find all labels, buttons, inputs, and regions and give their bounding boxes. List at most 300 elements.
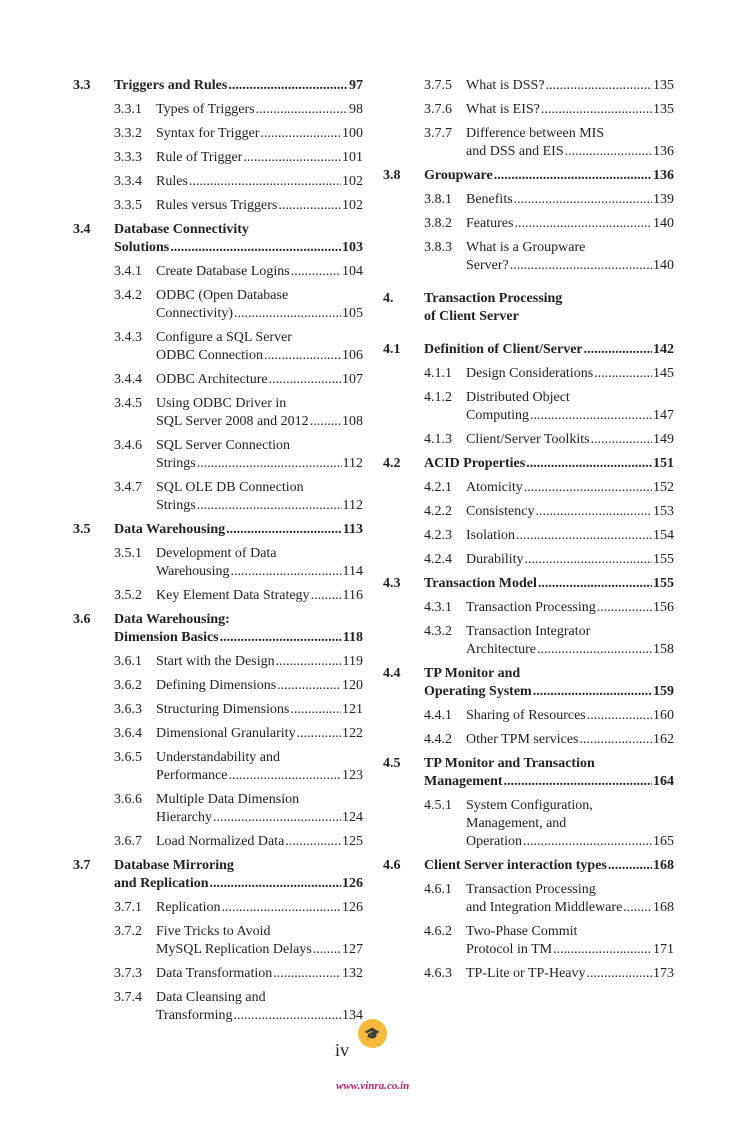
toc-title-text: Transforming (156, 1008, 233, 1023)
toc-page-number: 152 (653, 480, 674, 495)
toc-title-line (466, 731, 674, 749)
dot-leader (313, 941, 341, 959)
toc-entry-number: 3.7.2 (114, 924, 142, 939)
toc-title-text: Server? (466, 258, 509, 273)
toc-entry[interactable] (73, 371, 363, 389)
toc-page-number: 113 (342, 522, 363, 537)
toc-entry-title (466, 77, 674, 95)
toc-title-text: Features (466, 216, 514, 231)
toc-entry-number: 3.3.3 (114, 150, 142, 165)
toc-title-text: Data Warehousing: (114, 612, 230, 627)
toc-entry[interactable] (73, 263, 363, 281)
toc-title-text: and Integration Middleware (466, 900, 623, 915)
toc-entry[interactable] (383, 125, 674, 161)
toc-page-number: 168 (653, 858, 674, 873)
toc-title-text: What is a Groupware (466, 240, 586, 255)
toc-title-text: Development of Data (156, 546, 277, 561)
toc-entry[interactable] (383, 479, 674, 497)
toc-entry-number: 3.4.4 (114, 372, 142, 387)
toc-entry[interactable] (383, 797, 674, 851)
toc-page-number: 127 (342, 942, 363, 957)
toc-title-line (466, 551, 674, 569)
toc-entry-number: 3.6.7 (114, 834, 142, 849)
toc-title-line (466, 941, 674, 959)
toc-entry[interactable] (383, 365, 674, 383)
toc-entry[interactable] (73, 329, 363, 365)
toc-entry[interactable] (73, 857, 363, 893)
toc-page-number: 101 (342, 150, 363, 165)
dot-leader (591, 431, 652, 449)
toc-entry-number: 3.8.2 (424, 216, 452, 231)
toc-entry-number: 4.5.1 (424, 798, 452, 813)
toc-entry-title (156, 677, 363, 695)
toc-entry[interactable] (73, 197, 363, 215)
toc-title-line (156, 809, 363, 827)
toc-entry-title (424, 290, 674, 326)
toc-page-number: 145 (653, 366, 674, 381)
toc-title-line (466, 125, 674, 143)
toc-entry[interactable] (73, 701, 363, 719)
toc-entry[interactable] (73, 791, 363, 827)
dot-leader (597, 599, 652, 617)
toc-title-line (156, 1007, 363, 1025)
toc-entry[interactable] (73, 923, 363, 959)
toc-entry-number: 3.6 (73, 612, 91, 627)
toc-title-line (156, 149, 363, 167)
toc-title-text: Create Database Logins (156, 264, 290, 279)
dot-leader (291, 263, 341, 281)
toc-entry-number: 4.3.2 (424, 624, 452, 639)
dot-leader (210, 875, 341, 893)
toc-page-number: 100 (342, 126, 363, 141)
dot-leader (525, 551, 652, 569)
toc-entry[interactable] (383, 923, 674, 959)
toc-entry-number: 3.7.6 (424, 102, 452, 117)
toc-title-line (156, 965, 363, 983)
toc-title-text: What is DSS? (466, 78, 545, 93)
dot-leader (608, 857, 652, 875)
toc-title-line (114, 857, 363, 875)
toc-title-line (156, 329, 363, 347)
toc-title-line (156, 479, 363, 497)
publisher-url[interactable]: www.vinra.co.in (336, 1080, 410, 1092)
toc-title-text: Operation (466, 834, 522, 849)
toc-title-text: Management, and (466, 816, 567, 831)
toc-title-text: Dimension Basics (114, 630, 219, 645)
toc-page-number: 116 (342, 588, 363, 603)
toc-title-line (156, 101, 363, 119)
toc-title-line (466, 797, 674, 815)
toc-title-line (424, 455, 674, 473)
dot-leader (584, 341, 652, 359)
toc-title-line (424, 575, 674, 593)
toc-title-text: Configure a SQL Server (156, 330, 292, 345)
toc-entry-title (114, 521, 363, 539)
toc-entry-title (156, 833, 363, 851)
toc-title-line (466, 503, 674, 521)
toc-title-line (466, 389, 674, 407)
toc-title-line (114, 611, 363, 629)
toc-entry-number: 3.7.1 (114, 900, 142, 915)
toc-entry[interactable] (73, 287, 363, 323)
toc-entry-number: 4.6.3 (424, 966, 452, 981)
toc-title-text: Transaction Processing (466, 600, 596, 615)
page-number: iv (335, 1040, 350, 1060)
toc-entry-number: 3.4.5 (114, 396, 142, 411)
toc-title-line (156, 497, 363, 515)
toc-title-line (156, 587, 363, 605)
toc-title-text: ODBC (Open Database (156, 288, 289, 303)
toc-entry-title (466, 623, 674, 659)
toc-title-line (156, 437, 363, 455)
toc-page-number: 102 (342, 174, 363, 189)
toc-page-number: 139 (653, 192, 674, 207)
toc-title-line (156, 125, 363, 143)
toc-title-text: Sharing of Resources (466, 708, 586, 723)
toc-title-text: Data Cleansing and (156, 990, 266, 1005)
toc-entry[interactable] (383, 431, 674, 449)
toc-title-text: ODBC Connection (156, 348, 263, 363)
toc-title-line (156, 347, 363, 365)
dot-leader (290, 701, 341, 719)
toc-entry[interactable] (73, 149, 363, 167)
dot-leader (234, 305, 341, 323)
toc-title-line (156, 677, 363, 695)
toc-entry[interactable] (73, 479, 363, 515)
toc-entry-title (466, 527, 674, 545)
toc-title-text: and DSS and EIS (466, 144, 564, 159)
toc-title-line (466, 623, 674, 641)
toc-entry-title (466, 365, 674, 383)
toc-entry-number: 4.2 (383, 456, 401, 471)
toc-title-line (156, 305, 363, 323)
toc-entry[interactable] (383, 599, 674, 617)
toc-entry[interactable] (383, 215, 674, 233)
toc-title-text: Management (424, 774, 503, 789)
toc-entry-number: 4.2.1 (424, 480, 452, 495)
toc-title-text: Transaction Processing (424, 291, 563, 306)
toc-entry-number: 4.2.3 (424, 528, 452, 543)
dot-leader (546, 77, 652, 95)
dot-leader (229, 767, 341, 785)
toc-entry-title (156, 197, 363, 215)
toc-entry[interactable] (73, 833, 363, 851)
toc-entry-number: 4.1.3 (424, 432, 452, 447)
toc-title-text: SQL Server Connection (156, 438, 291, 453)
toc-entry-title (466, 389, 674, 425)
toc-entry[interactable] (73, 395, 363, 431)
toc-title-line (466, 101, 674, 119)
toc-title-text: Transaction Integrator (466, 624, 591, 639)
toc-title-text: Rules versus Triggers (156, 198, 278, 213)
toc-title-text: Rule of Trigger (156, 150, 243, 165)
toc-entry[interactable] (73, 653, 363, 671)
toc-page-number: 155 (653, 576, 674, 591)
toc-entry-title (114, 857, 363, 893)
toc-title-text: System Configuration, (466, 798, 593, 813)
toc-title-line (466, 365, 674, 383)
toc-page-number: 153 (653, 504, 674, 519)
toc-entry-title (156, 173, 363, 191)
dot-leader (278, 197, 341, 215)
toc-entry[interactable] (383, 665, 674, 701)
dot-leader (310, 413, 341, 431)
toc-title-text: Operating System (424, 684, 532, 699)
toc-entry[interactable] (73, 965, 363, 983)
toc-entry[interactable] (383, 341, 674, 359)
toc-entry-number: 4.6.1 (424, 882, 452, 897)
toc-entry-title (466, 191, 674, 209)
toc-entry[interactable] (383, 239, 674, 275)
dot-leader (243, 149, 341, 167)
dot-leader (256, 101, 348, 119)
toc-title-line (466, 707, 674, 725)
toc-title-text: Start with the Design (156, 654, 275, 669)
toc-entry-title (114, 611, 363, 647)
toc-entry-title (466, 479, 674, 497)
toc-page-number: 151 (653, 456, 674, 471)
toc-page-number: 118 (342, 630, 363, 645)
toc-title-text: Understandability and (156, 750, 281, 765)
toc-entry-title (156, 287, 363, 323)
toc-title-text: Isolation (466, 528, 515, 543)
toc-entry[interactable] (383, 551, 674, 569)
toc-entry[interactable] (383, 455, 674, 473)
toc-title-text: Groupware (424, 168, 493, 183)
toc-title-line (466, 215, 674, 233)
toc-entry[interactable] (383, 503, 674, 521)
toc-title-line (156, 941, 363, 959)
toc-title-line (114, 77, 363, 95)
toc-entry[interactable] (73, 989, 363, 1025)
dot-leader (269, 371, 341, 389)
dot-leader (297, 725, 341, 743)
toc-entry-number: 4.5 (383, 756, 401, 771)
toc-title-text: TP Monitor and (424, 666, 521, 681)
dot-leader (533, 683, 652, 701)
toc-title-line (114, 239, 363, 257)
toc-page-number: 97 (349, 78, 363, 93)
toc-title-text: Client/Server Toolkits (466, 432, 590, 447)
toc-title-text: Using ODBC Driver in (156, 396, 287, 411)
toc-title-text: SQL OLE DB Connection (156, 480, 304, 495)
toc-page-number: 162 (653, 732, 674, 747)
toc-entry-title (466, 215, 674, 233)
toc-entry[interactable] (73, 611, 363, 647)
toc-entry-title (466, 923, 674, 959)
toc-title-line (466, 881, 674, 899)
toc-entry-number: 3.7.3 (114, 966, 142, 981)
toc-entry[interactable] (383, 881, 674, 917)
toc-title-line (466, 479, 674, 497)
toc-entry[interactable] (383, 101, 674, 119)
toc-entry[interactable] (383, 167, 674, 185)
toc-entry-number: 3.6.6 (114, 792, 142, 807)
toc-title-text: Consistency (466, 504, 535, 519)
toc-entry[interactable] (383, 755, 674, 791)
toc-page-number: 159 (653, 684, 674, 699)
toc-title-text: Transaction Model (424, 576, 537, 591)
toc-entry[interactable] (73, 677, 363, 695)
dot-leader (264, 347, 341, 365)
toc-entry-number: 4.4 (383, 666, 401, 681)
toc-entry-number: 3.6.4 (114, 726, 142, 741)
dot-leader (510, 257, 652, 275)
toc-entry[interactable] (383, 707, 674, 725)
toc-entry-title (156, 965, 363, 983)
toc-entry[interactable] (73, 899, 363, 917)
toc-title-text: Benefits (466, 192, 513, 207)
toc-entry[interactable] (383, 290, 674, 326)
toc-title-text: Performance (156, 768, 228, 783)
toc-entry-number: 3.7.5 (424, 78, 452, 93)
toc-entry-title (424, 167, 674, 185)
toc-entry[interactable] (383, 731, 674, 749)
dot-leader (553, 941, 652, 959)
toc-entry-title (466, 881, 674, 917)
toc-title-line (156, 653, 363, 671)
dot-leader (197, 497, 342, 515)
toc-title-text: Computing (466, 408, 530, 423)
toc-title-line (466, 257, 674, 275)
toc-title-line (156, 413, 363, 431)
toc-entry-title (114, 221, 363, 257)
toc-entry-title (156, 101, 363, 119)
toc-entry[interactable] (383, 191, 674, 209)
toc-entry-number: 4. (383, 291, 394, 306)
toc-title-line (466, 407, 674, 425)
toc-page-number: 173 (653, 966, 674, 981)
toc-entry-title (156, 899, 363, 917)
dot-leader (276, 653, 342, 671)
toc-entry-number: 3.7 (73, 858, 91, 873)
toc-entry-number: 4.4.2 (424, 732, 452, 747)
toc-page-number: 112 (342, 456, 363, 471)
toc-title-line (156, 725, 363, 743)
toc-title-line (424, 773, 674, 791)
toc-entry[interactable] (73, 125, 363, 143)
toc-entry-number: 4.1.1 (424, 366, 452, 381)
toc-entry-title (156, 989, 363, 1025)
toc-title-text: Dimensional Granularity (156, 726, 296, 741)
toc-entry-number: 4.3.1 (424, 600, 452, 615)
toc-page-number: 158 (653, 642, 674, 657)
toc-page-number: 134 (342, 1008, 363, 1023)
toc-entry-number: 3.6.1 (114, 654, 142, 669)
toc-title-line (114, 221, 363, 239)
toc-title-line (424, 683, 674, 701)
dot-leader (580, 731, 653, 749)
toc-title-text: Types of Triggers (156, 102, 255, 117)
dot-leader (514, 215, 652, 233)
publisher-logo-icon: 🎓 (358, 1019, 387, 1048)
toc-title-text: Atomicity (466, 480, 523, 495)
toc-entry-number: 3.6.5 (114, 750, 142, 765)
toc-entry-title (156, 701, 363, 719)
toc-entry[interactable] (383, 527, 674, 545)
toc-title-text: Structuring Dimensions (156, 702, 290, 717)
toc-title-line (466, 431, 674, 449)
toc-entry-title (466, 707, 674, 725)
toc-entry-title (466, 431, 674, 449)
toc-entry[interactable] (73, 749, 363, 785)
toc-entry[interactable] (73, 545, 363, 581)
toc-entry-title (156, 125, 363, 143)
toc-title-line (156, 701, 363, 719)
toc-entry-number: 3.3.5 (114, 198, 142, 213)
toc-title-text: Database Connectivity (114, 222, 249, 237)
toc-entry-title (156, 653, 363, 671)
toc-page-number: 135 (653, 78, 674, 93)
toc-entry[interactable] (73, 221, 363, 257)
toc-title-line (466, 965, 674, 983)
toc-title-line (424, 857, 674, 875)
toc-entry-number: 3.3 (73, 78, 91, 93)
toc-entry[interactable] (73, 587, 363, 605)
toc-entry[interactable] (383, 77, 674, 95)
toc-title-text: Syntax for Trigger (156, 126, 260, 141)
toc-entry-title (424, 575, 674, 593)
toc-title-line (424, 341, 674, 359)
toc-entry[interactable] (73, 101, 363, 119)
toc-entry-number: 3.4.3 (114, 330, 142, 345)
dot-leader (228, 77, 348, 95)
toc-entry-number: 4.4.1 (424, 708, 452, 723)
toc-entry-title (114, 77, 363, 95)
toc-entry[interactable] (383, 623, 674, 659)
toc-title-line (156, 395, 363, 413)
toc-entry-title (466, 503, 674, 521)
toc-entry[interactable] (73, 725, 363, 743)
dot-leader (541, 101, 652, 119)
toc-title-text: Rules (156, 174, 188, 189)
toc-entry[interactable] (383, 857, 674, 875)
toc-entry-number: 3.8.3 (424, 240, 452, 255)
toc-entry-title (156, 263, 363, 281)
toc-entry-number: 3.4 (73, 222, 91, 237)
toc-page-number: 147 (653, 408, 674, 423)
toc-entry[interactable] (383, 965, 674, 983)
toc-title-text: Two-Phase Commit (466, 924, 578, 939)
toc-page-number: 142 (653, 342, 674, 357)
toc-title-text: Defining Dimensions (156, 678, 277, 693)
toc-entry-title (424, 755, 674, 791)
toc-entry-title (156, 149, 363, 167)
toc-title-text: MySQL Replication Delays (156, 942, 312, 957)
toc-entry[interactable] (383, 575, 674, 593)
toc-title-text: Design Considerations (466, 366, 594, 381)
toc-entry-title (466, 731, 674, 749)
toc-entry[interactable] (73, 173, 363, 191)
toc-entry[interactable] (383, 389, 674, 425)
toc-entry[interactable] (73, 521, 363, 539)
toc-page-number: 106 (342, 348, 363, 363)
toc-title-line (424, 755, 674, 773)
toc-entry[interactable] (73, 77, 363, 95)
toc-title-text: Warehousing (156, 564, 230, 579)
toc-title-line (156, 791, 363, 809)
toc-entry[interactable] (73, 437, 363, 473)
toc-title-line (114, 875, 363, 893)
toc-page-number: 108 (342, 414, 363, 429)
toc-page-number: 107 (342, 372, 363, 387)
toc-title-text: Distributed Object (466, 390, 570, 405)
dot-leader (197, 455, 342, 473)
toc-title-text: ODBC Architecture (156, 372, 268, 387)
dot-leader (523, 833, 652, 851)
toc-entry-title (156, 923, 363, 959)
toc-title-text: Database Mirroring (114, 858, 234, 873)
